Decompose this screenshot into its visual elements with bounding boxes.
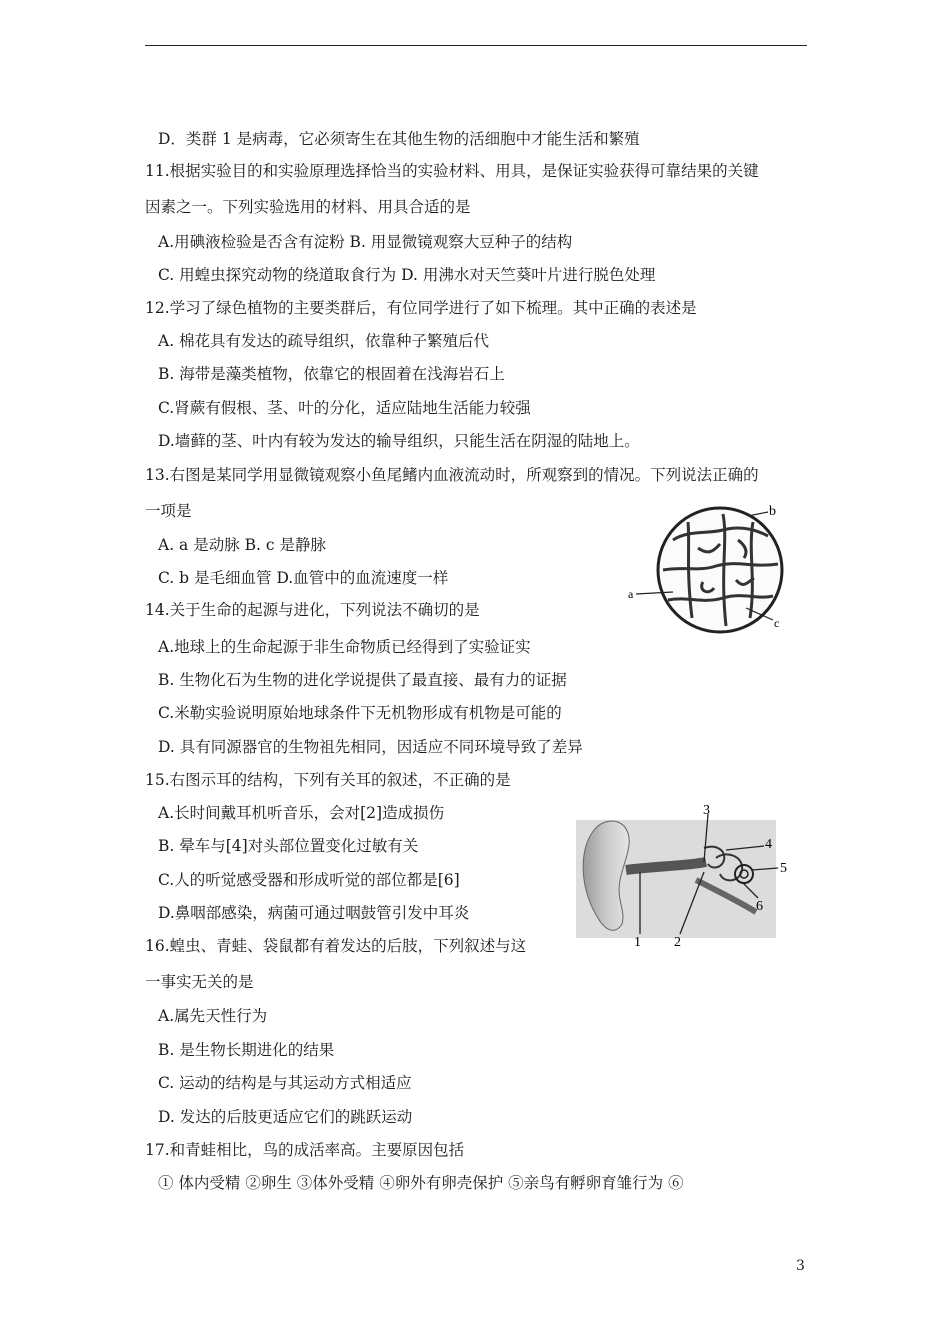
blood-vessel-figure bbox=[628, 500, 800, 640]
question-11-options-cd: C. 用蝗虫探究动物的绕道取食行为 D. 用沸水对天竺葵叶片进行脱色处理 bbox=[158, 266, 656, 284]
ear-label-1: 1 bbox=[634, 935, 641, 950]
question-16-option-a: A.属先天性行为 bbox=[158, 1007, 268, 1025]
question-14-option-a: A.地球上的生命起源于非生命物质已经得到了实验证实 bbox=[158, 638, 531, 656]
ear-structure-figure bbox=[576, 800, 801, 950]
header-rule bbox=[145, 45, 807, 46]
question-14-stem: 14.关于生命的起源与进化，下列说法不确切的是 bbox=[145, 601, 480, 619]
question-11-stem-cont: 因素之一。下列实验选用的材料、用具合适的是 bbox=[145, 198, 471, 216]
question-13-stem: 13.右图是某同学用显微镜观察小鱼尾鳍内血液流动时，所观察到的情况。下列说法正确的 bbox=[145, 466, 759, 484]
ear-label-2: 2 bbox=[674, 935, 681, 950]
question-16-stem: 16.蝗虫、青蛙、袋鼠都有着发达的后肢，下列叙述与这 bbox=[145, 937, 527, 955]
question-12-option-a: A. 棉花具有发达的疏导组织，依靠种子繁殖后代 bbox=[158, 332, 490, 350]
label-c: c bbox=[774, 616, 780, 630]
question-16-stem-cont: 一事实无关的是 bbox=[145, 973, 254, 991]
question-15-option-b: B. 晕车与[4]对头部位置变化过敏有关 bbox=[158, 837, 419, 855]
ear-label-3: 3 bbox=[703, 803, 710, 818]
question-16-option-b: B. 是生物长期进化的结果 bbox=[158, 1041, 335, 1059]
question-14-option-c: C.米勒实验说明原始地球条件下无机物形成有机物是可能的 bbox=[158, 704, 562, 722]
label-a: a bbox=[628, 587, 634, 601]
question-16-option-c: C. 运动的结构是与其运动方式相适应 bbox=[158, 1074, 412, 1092]
question-13-options-ab: A. a 是动脉 B. c 是静脉 bbox=[158, 536, 326, 554]
question-17-choices: ① 体内受精 ②卵生 ③体外受精 ④卵外有卵壳保护 ⑤亲鸟有孵卵育雏行为 ⑥ bbox=[158, 1174, 684, 1192]
question-12-option-b: B. 海带是藻类植物，依靠它的根固着在浅海岩石上 bbox=[158, 365, 505, 383]
question-17-stem: 17.和青蛙相比，鸟的成活率高。主要原因包括 bbox=[145, 1141, 465, 1159]
question-11-stem: 11.根据实验目的和实验原理选择恰当的实验材料、用具，是保证实验获得可靠结果的关键 bbox=[145, 162, 759, 180]
question-15-stem: 15.右图示耳的结构，下列有关耳的叙述，不正确的是 bbox=[145, 771, 511, 789]
ear-label-5: 5 bbox=[780, 861, 787, 876]
page-number: 3 bbox=[796, 1258, 805, 1274]
question-12-option-c: C.肾蕨有假根、茎、叶的分化，适应陆地生活能力较强 bbox=[158, 399, 531, 417]
label-b: b bbox=[769, 504, 776, 519]
question-13-options-cd: C. b 是毛细血管 D.血管中的血流速度一样 bbox=[158, 569, 449, 587]
ear-label-6: 6 bbox=[756, 899, 763, 914]
ear-label-4: 4 bbox=[765, 837, 772, 852]
question-13-stem-cont: 一项是 bbox=[145, 502, 192, 520]
question-14-option-b: B. 生物化石为生物的进化学说提供了最直接、最有力的证据 bbox=[158, 671, 567, 689]
question-15-option-d: D.鼻咽部感染，病菌可通过咽鼓管引发中耳炎 bbox=[158, 904, 470, 922]
question-12-stem: 12.学习了绿色植物的主要类群后，有位同学进行了如下梳理。其中正确的表述是 bbox=[145, 299, 697, 317]
question-16-option-d: D. 发达的后肢更适应它们的跳跃运动 bbox=[158, 1108, 413, 1126]
question-15-option-c: C.人的听觉感受器和形成听觉的部位都是[6] bbox=[158, 871, 460, 889]
question-15-option-a: A.长时间戴耳机听音乐，会对[2]造成损伤 bbox=[158, 804, 445, 822]
question-11-options-ab: A.用碘液检验是否含有淀粉 B. 用显微镜观察大豆种子的结构 bbox=[158, 233, 573, 251]
text-line-d-option: D．类群 1 是病毒，它必须寄生在其他生物的活细胞中才能生活和繁殖 bbox=[158, 130, 640, 148]
question-12-option-d: D.墙藓的茎、叶内有较为发达的输导组织，只能生活在阴湿的陆地上。 bbox=[158, 432, 640, 450]
question-14-option-d: D. 具有同源器官的生物祖先相同，因适应不同环境导致了差异 bbox=[158, 738, 583, 756]
